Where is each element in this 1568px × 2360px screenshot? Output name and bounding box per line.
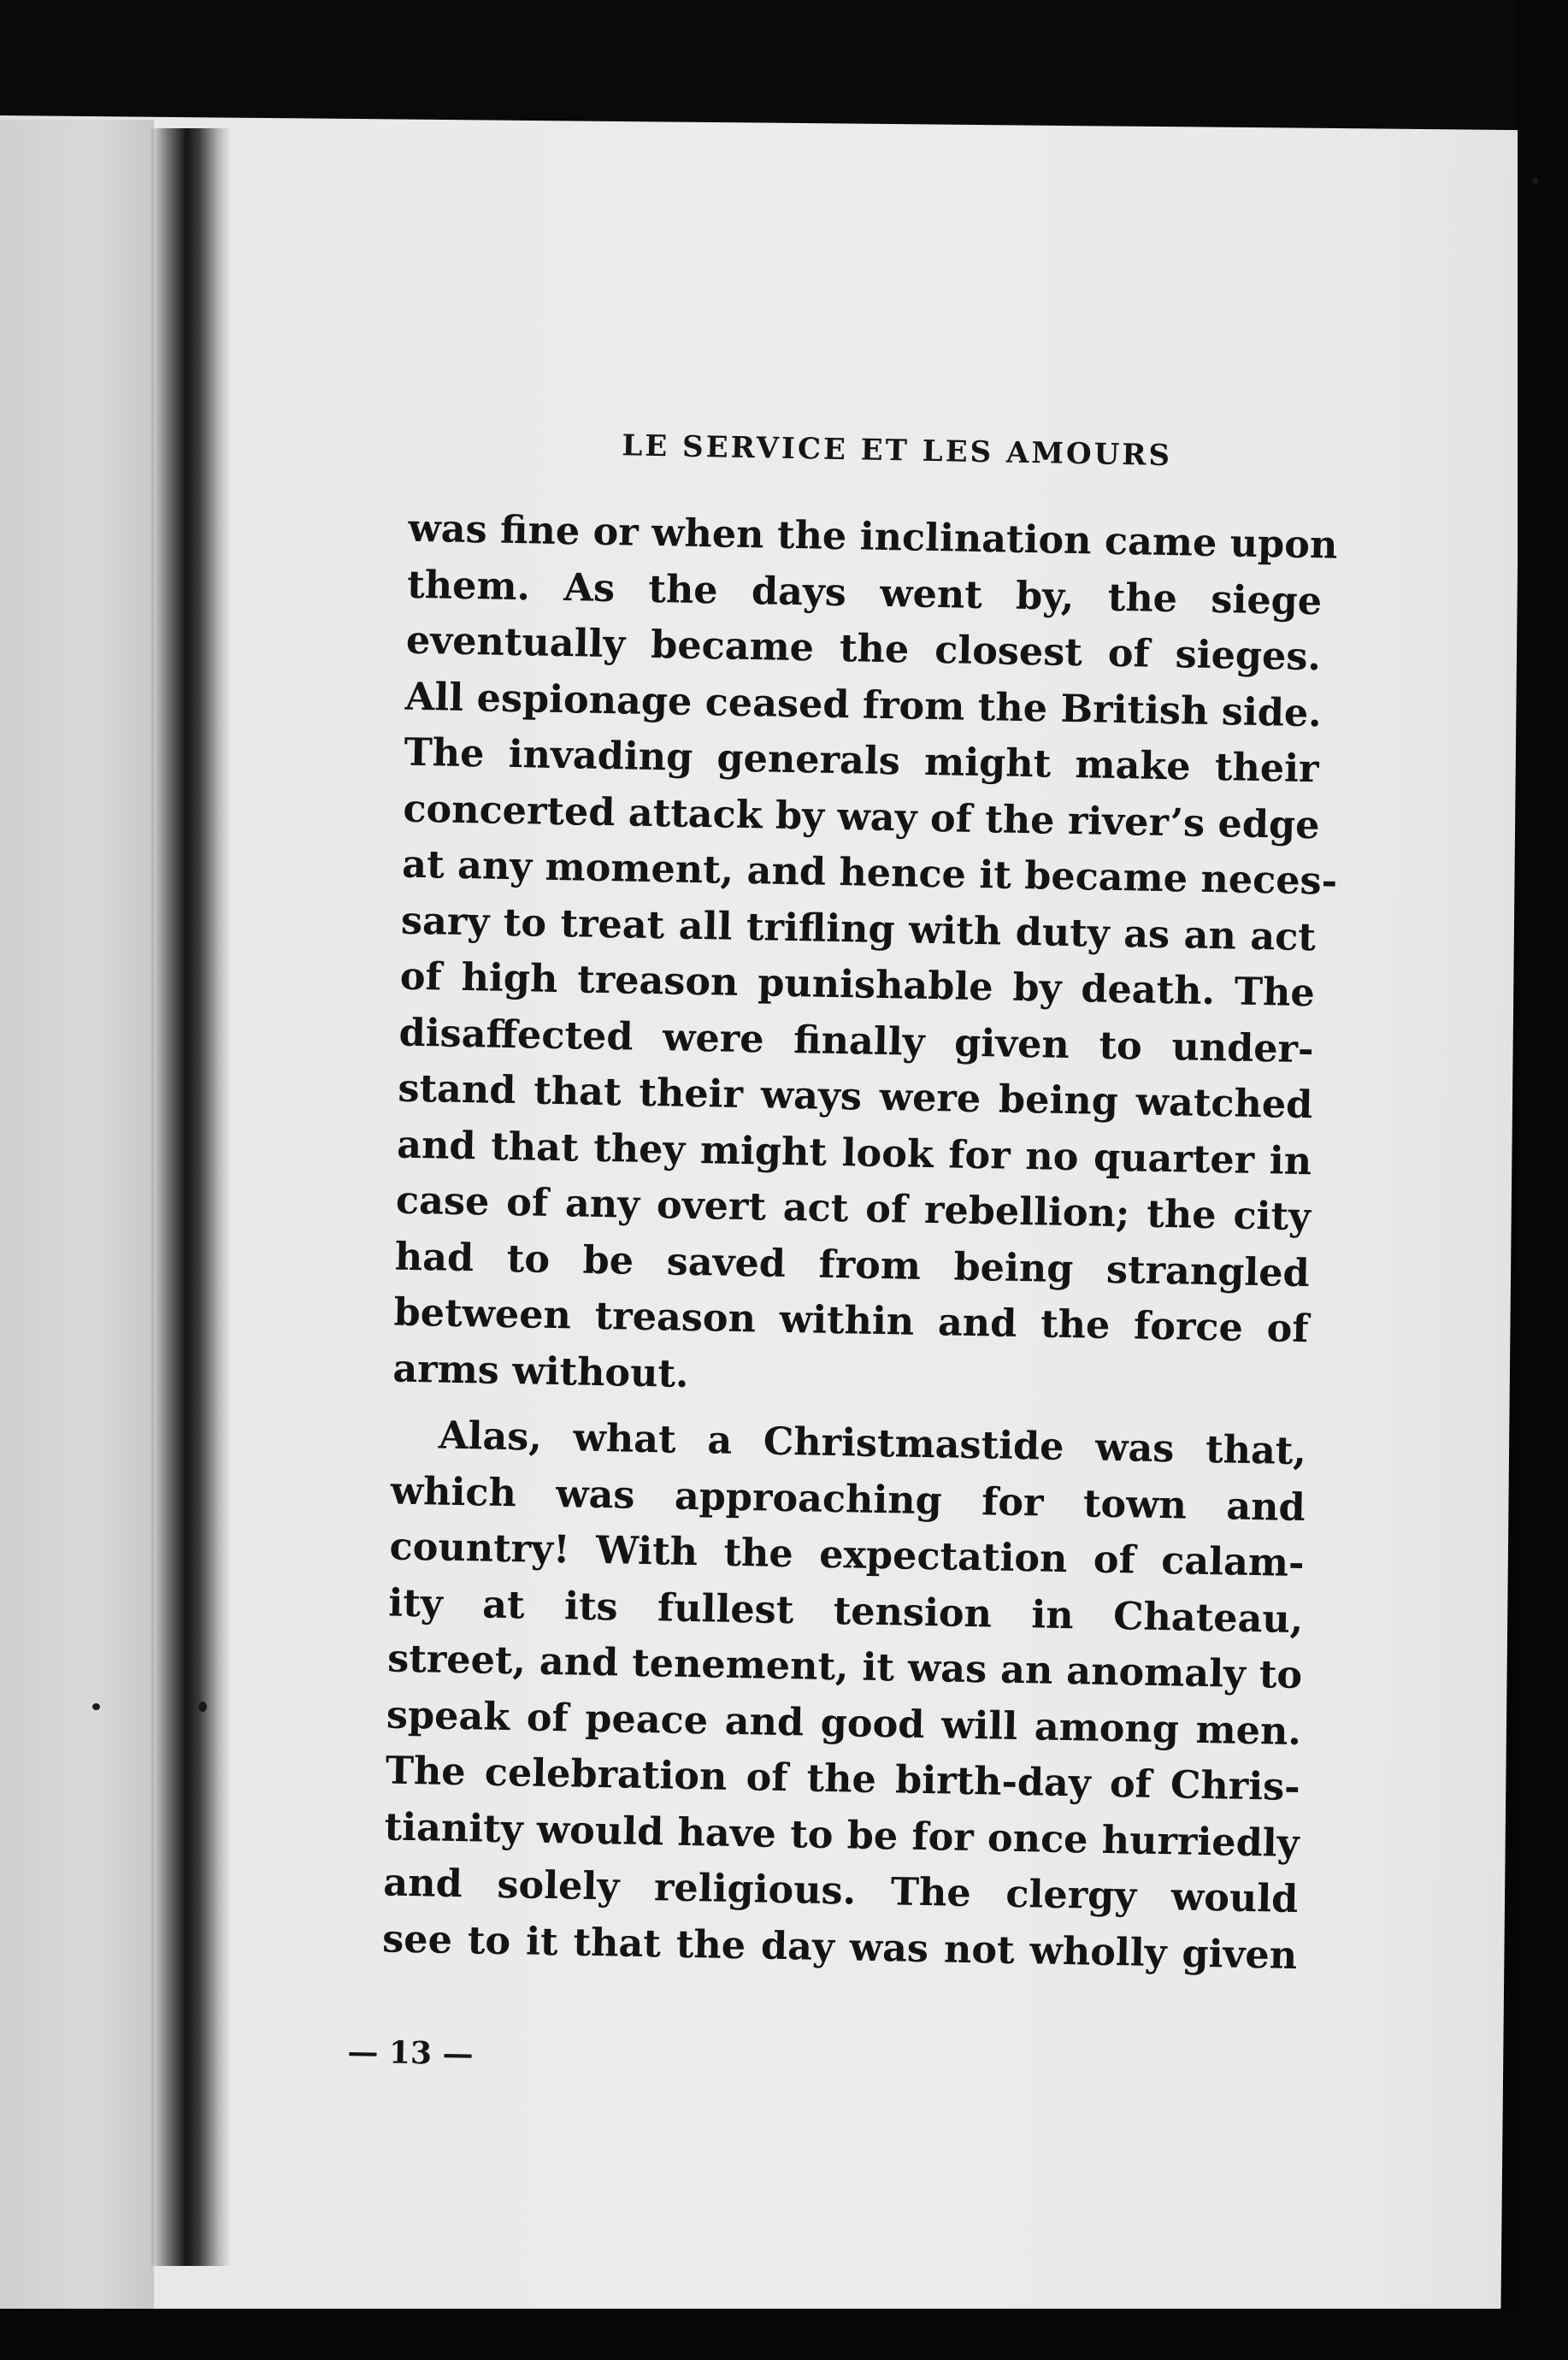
scan-top-border [0,0,1568,128]
scan-speck [92,1703,100,1710]
scan-right-border [1518,0,1568,2360]
text-line: arms without. [392,1346,690,1396]
running-head: LE SERVICE ET LES AMOURS [622,428,1173,474]
text-line: of high treason punishable by death. The [399,953,1316,1016]
paragraph [392,501,1338,1413]
text-line: them. As the days went by, the siege [406,562,1323,623]
text-line: stand that their ways were being watched [398,1065,1313,1128]
text-line: had to be saved from being strangled [394,1234,1311,1295]
text-line: concerted attack by way of the river’s edge [403,786,1320,847]
text-line: was fine or when the inclination came upon [408,505,1338,568]
page-number: — 13 — [347,2033,474,2073]
scan-speck [1532,178,1538,184]
text-line: sary to treat all trifling with duty as an act [400,898,1317,959]
text-line: see to it that the day was not wholly given [381,1915,1298,1978]
text-line: speak of peace and good will among men. [386,1691,1302,1754]
scan-speck [198,1702,207,1712]
text-line: and solely religious. The clergy would [382,1860,1299,1922]
facing-page-edge [0,120,154,2326]
binding-gutter-shadow [150,128,231,2266]
text-line: The celebration of the birth-day of Chris- [385,1748,1301,1810]
text-line: street, and tenement, it was an anomaly to [386,1636,1303,1698]
text-line: which was approaching for town and [390,1468,1306,1530]
paragraph [382,1407,1307,1984]
text-line: ity at its fullest tension in Chateau, [387,1580,1304,1642]
text-line: at any moment, and hence it became neces- [401,841,1338,904]
scan-bottom-border [0,2309,1568,2360]
text-line: tianity would have to be for once hurriedly [384,1803,1300,1866]
text-line: case of any overt act of rebellion; the city [395,1177,1312,1240]
text-line: eventually became the closest of sieges. [405,617,1322,680]
text-line: country! With the expectation of calam- [389,1524,1305,1586]
text-line: All espionage ceased from the British side. [404,674,1323,735]
text-line: Alas, what a Christmastide was that, [438,1413,1307,1474]
text-line: and that they might look for no quarter in [396,1122,1312,1183]
text-line: The invading generals might make their [404,729,1319,792]
body-text [381,501,1338,1984]
text-line: between treason within and the force of [393,1289,1309,1352]
text-line: disaffected were finally given to under- [398,1010,1314,1071]
